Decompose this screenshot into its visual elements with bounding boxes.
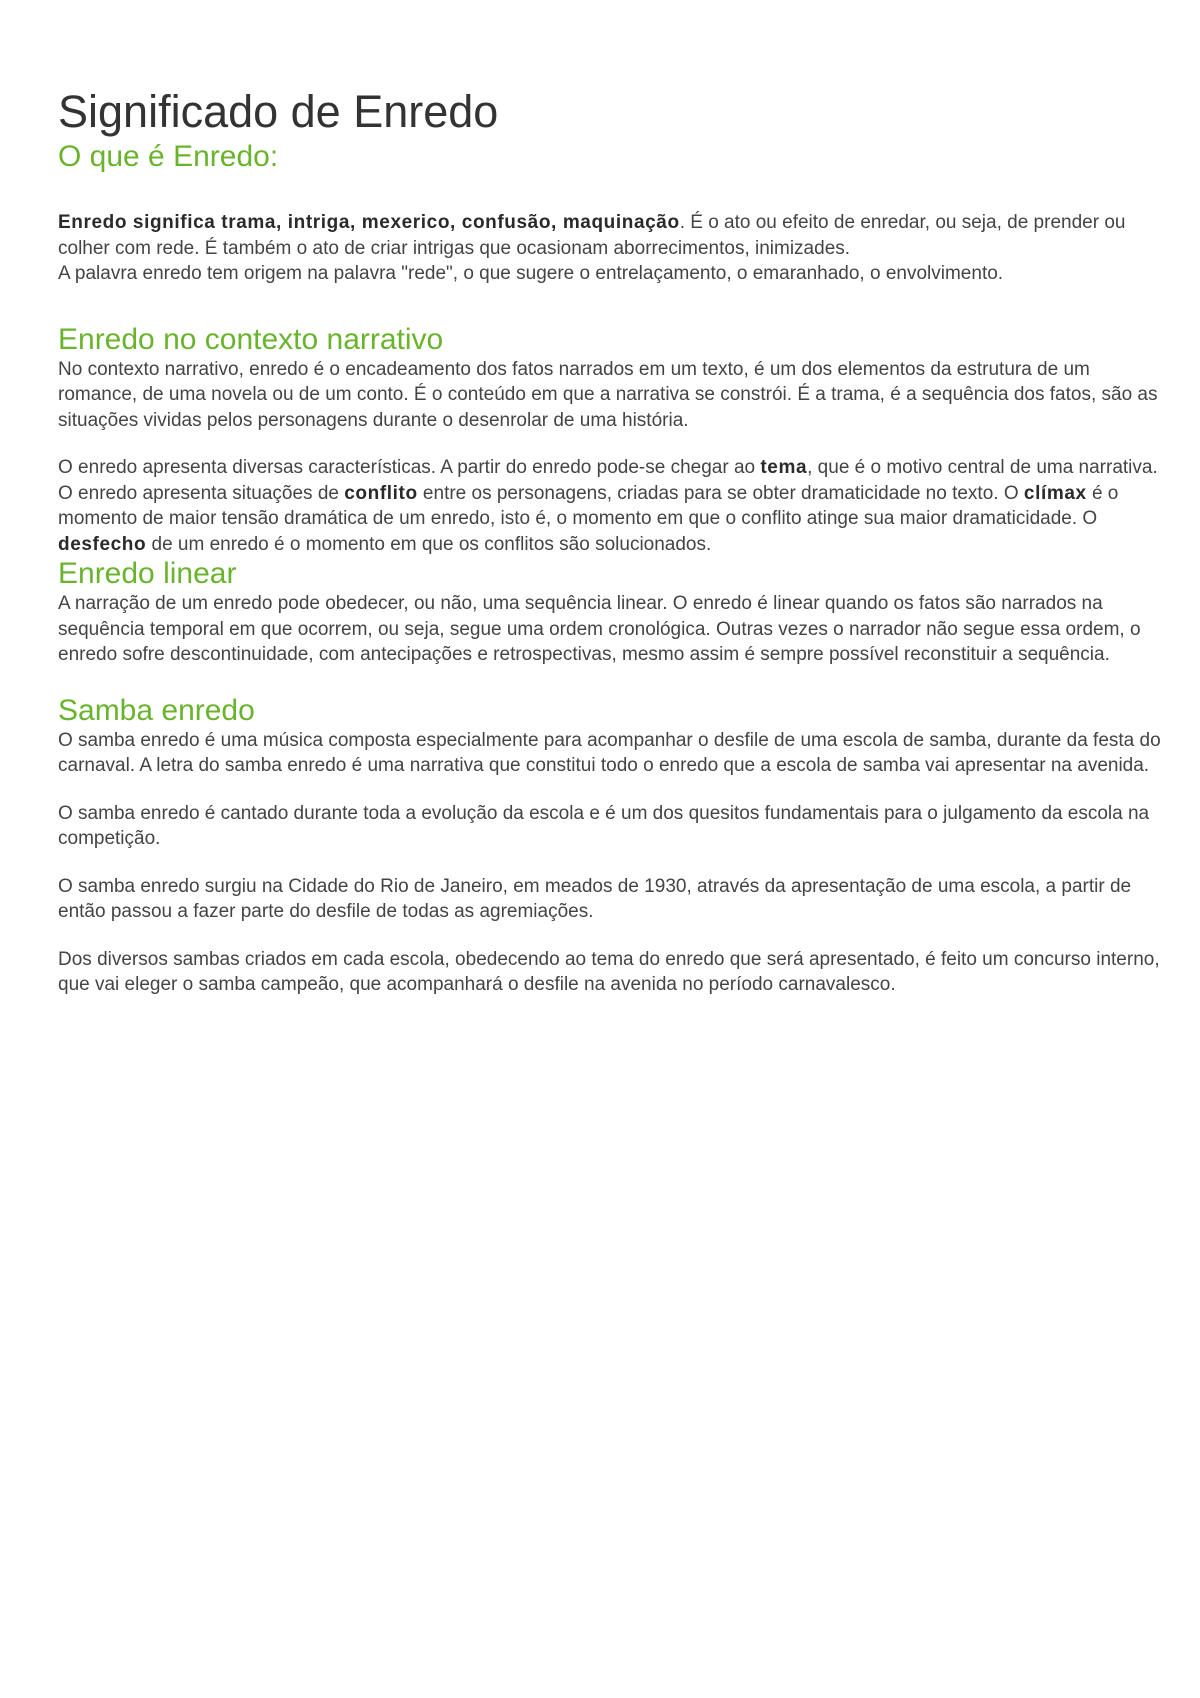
term-conflito: conflito xyxy=(344,482,418,504)
samba-paragraph-4: Dos diversos sambas criados em cada escola, obedecendo ao tema do enredo que será apresentado, é feito um concurso interno, que vai eleger o samba campeão, que acompanhará o desfile na avenida no período carnavalesco. xyxy=(58,948,1160,995)
intro-bold-definition: Enredo significa trama, intriga, mexerico, confusão, maquinação xyxy=(58,212,680,233)
narrative-text-5: de um enredo é o momento em que os conflitos são solucionados. xyxy=(146,533,712,555)
section-heading-linear: Enredo linear xyxy=(58,557,237,590)
page-title: Significado de Enredo xyxy=(58,86,499,137)
samba-paragraph-1: O samba enredo é uma música composta especialmente para acompanhar o desfile de uma escola de samba, durante da festa do carnaval. A letra do samba enredo é uma narrativa que constitui todo o enredo que a escola de samba vai apresentar na avenida. xyxy=(58,729,1161,776)
narrative-text-4: é o momento de maior tensão dramática de um enredo, isto é, o momento em que o conflito atinge sua maior dramaticidade. O xyxy=(58,482,1119,529)
section-heading-samba: Samba enredo xyxy=(58,693,255,727)
intro-paragraph xyxy=(58,210,1168,287)
term-tema: tema xyxy=(760,457,808,478)
samba-paragraph-2: O samba enredo é cantado durante toda a evolução da escola e é um dos quesitos fundamentais para o julgamento da escola na competição. xyxy=(58,802,1150,849)
linear-paragraph: A narração de um enredo pode obedecer, ou não, uma sequência linear. O enredo é linear quando os fatos são narrados na sequência temporal em que ocorrem, ou seja, segue uma ordem cronológica. Outras vezes o narrador não segue essa ordem, o enredo sofre descontinuidade, com antecipações e retrospectivas, mesmo assim é sempre possível reconstituir a sequência. xyxy=(58,593,1141,665)
samba-paragraph-3: O samba enredo surgiu na Cidade do Rio de Janeiro, em meados de 1930, através da apresentação de uma escola, a partir de então passou a fazer parte do desfile de todas as agremiações. xyxy=(58,875,1132,922)
narrative-text-3: entre os personagens, criadas para se obter dramaticidade no texto. O xyxy=(417,482,1024,504)
narrative-text-1: O enredo apresenta diversas características. A partir do enredo pode-se chegar ao xyxy=(58,457,761,478)
section-heading-narrative: Enredo no contexto narrativo xyxy=(58,322,444,356)
narrative-paragraph-2 xyxy=(58,455,1168,557)
document-page xyxy=(58,86,1168,998)
intro-text: . É o ato ou efeito de enredar, ou seja, de prender ou colher com rede. É também o ato de criar intrigas que ocasionam aborrecimentos, inimizades. xyxy=(58,212,1126,259)
narrative-paragraph-1: No contexto narrativo, enredo é o encadeamento dos fatos narrados em um texto, é um dos elementos da estrutura de um romance, de uma novela ou de um conto. É o conteúdo em que a narrativa se constrói. É a trama, é a sequência dos fatos, são as situações vividas pelos personagens durante o desenrolar de uma história. xyxy=(58,358,1158,431)
term-desfecho: desfecho xyxy=(58,533,147,555)
term-climax: clímax xyxy=(1023,482,1087,504)
origin-text: A palavra enredo tem origem na palavra "rede", o que sugere o entrelaçamento, o emaranhado, o envolvimento. xyxy=(58,263,1004,284)
narrative-text-2: , que é o motivo central de uma narrativa. O enredo apresenta situações de xyxy=(58,457,1158,504)
section-heading-what-is: O que é Enredo: xyxy=(58,140,279,173)
